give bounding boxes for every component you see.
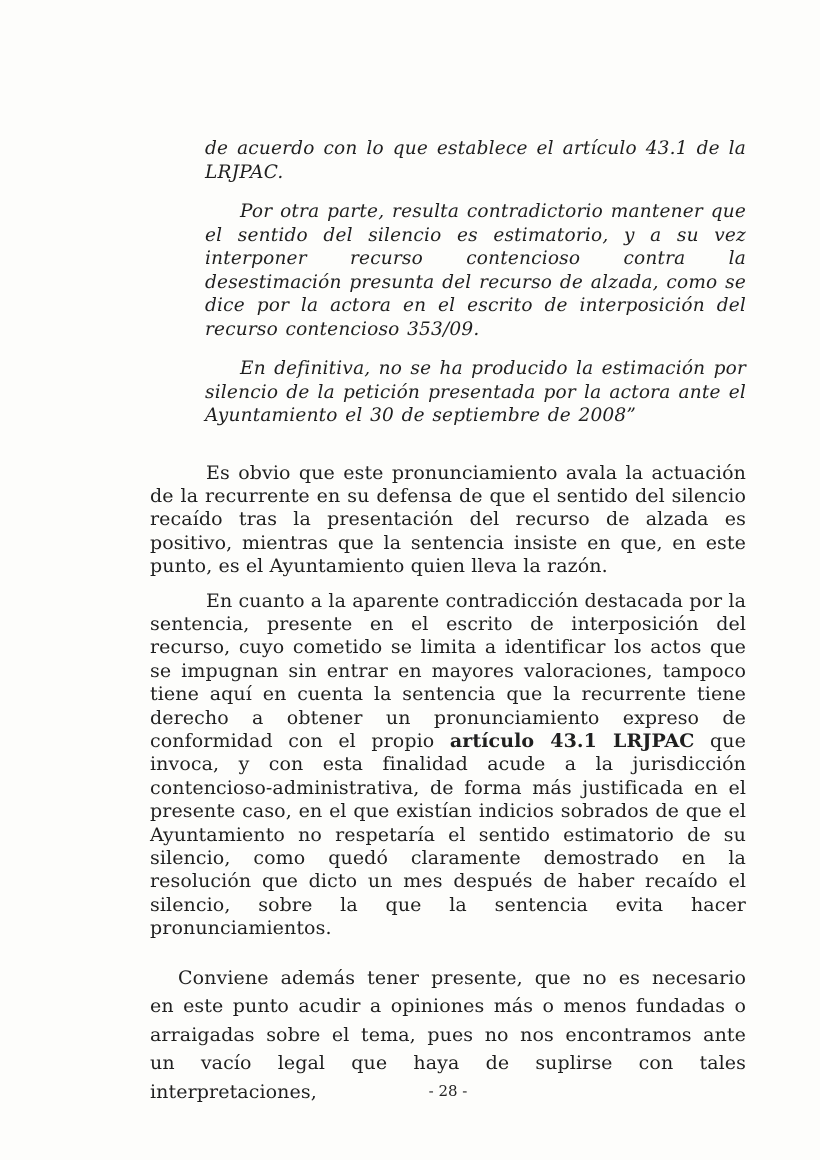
body-paragraph-1: Es obvio que este pronunciamiento avala la actuación de la recurrente en su defensa de que el sentido del silencio recaído tras la presentación del recurso de alzada es positivo, mientras que la sentencia insiste en que, en este punto, es el Ayuntamiento quien lleva la razón. [150, 461, 746, 578]
quote-paragraph-1: de acuerdo con lo que establece el artículo 43.1 de la LRJPAC. [205, 138, 746, 183]
body-paragraph-3: Conviene además tener presente, que no es necesario en este punto acudir a opiniones más o menos fundadas o arraigadas sobre el tema, pues no nos encontramos ante un vacío legal que haya de suplirse con tales interpretaciones, [150, 966, 746, 1103]
body-paragraph-2-tail: que invoca, y con esta finalidad acude a la jurisdicción contencioso-administrativa, de forma más justificada en el presente caso, en el que existían indicios sobrados de que el Ayuntamiento no respetaría el sentido estimatorio de su silencio, como quedó claramente demostrado en la resolución que dicto un mes después de haber recaído el silencio, sobre la que la sentencia evita hacer pronunciamientos. [150, 729, 746, 940]
quote-paragraph-2: Por otra parte, resulta contradictorio mantener que el sentido del silencio es estimatorio, y a su vez interponer recurso contencioso contra la desestimación presunta del recurso de alzada, como se dice por la actora en el escrito de interposición del recurso contencioso 353/09. [205, 201, 746, 340]
body-paragraph-2 [150, 590, 746, 941]
quoted-judgment-excerpt [205, 137, 746, 428]
page-text-column [150, 137, 746, 1107]
body-paragraph-2-lead: En cuanto a la aparente contradicción destacada por la sentencia, presente en el escrito de interposición del recurso, cuyo cometido se limita a identificar los actos que se impugnan sin entrar en mayores valoraciones, tampoco tiene aquí en cuenta la sentencia que la recurrente tiene derecho a obtener un pronunciamiento expreso de conformidad con el propio [150, 589, 746, 752]
bold-legal-citation: artículo 43.1 LRJPAC [449, 729, 695, 752]
quote-paragraph-3: En definitiva, no se ha producido la estimación por silencio de la petición presentada por la actora ante el Ayuntamiento el 30 de septiembre de 2008” [205, 358, 746, 426]
page-number: - 28 - [428, 1082, 468, 1100]
body-text-section [150, 462, 746, 1107]
